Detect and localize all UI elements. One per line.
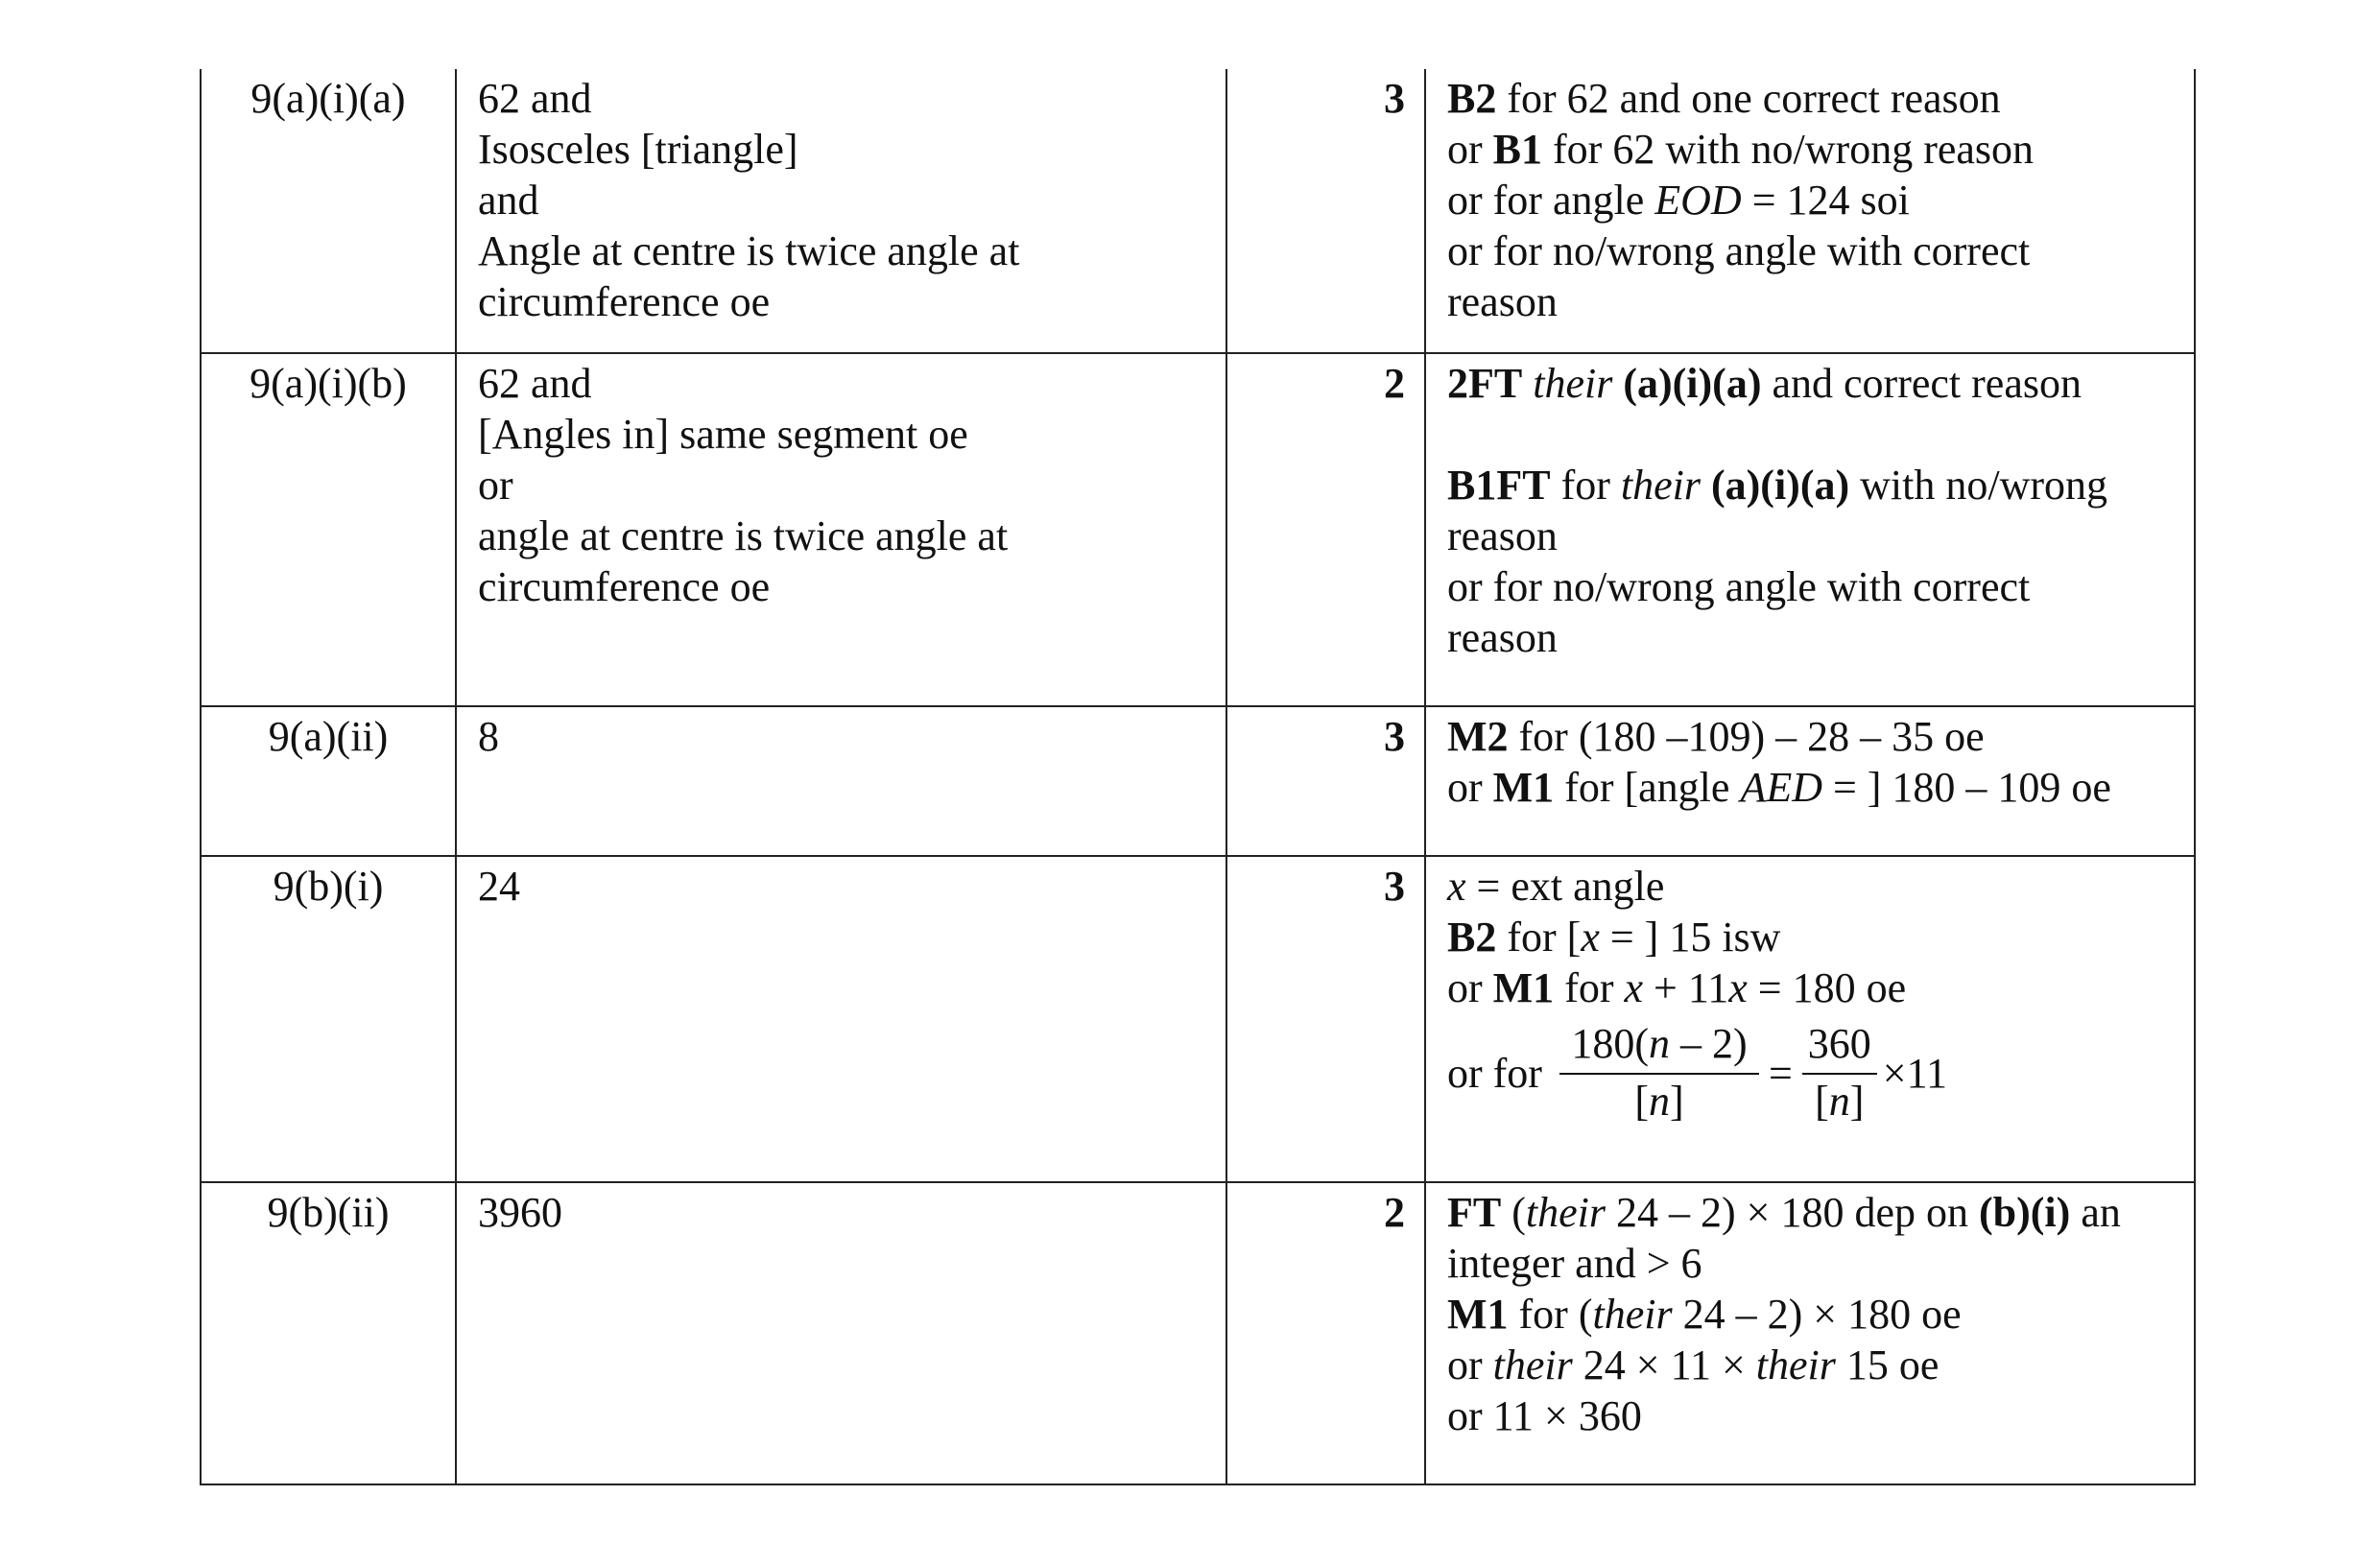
fraction-equation: or for $\frac{180(n - 2)}{[n]}$ = $\frac{360}{[n]}$ ×11 (1447, 1020, 1947, 1125)
answer-line: circumference oe (478, 563, 771, 610)
guidance-line: B2 for 62 and one correct reason (1447, 75, 2001, 122)
guidance-cell (1425, 353, 2195, 706)
guidance-line: or M1 for x + 11x = 180 oe (1447, 964, 1907, 1011)
guidance-line: or M1 for [angle AED = ] 180 – 109 oe (1447, 764, 2111, 811)
guidance-line: B2 for [x = ] 15 isw (1447, 914, 1781, 961)
question-number: 9(a)(i)(a) (201, 69, 456, 353)
answer-line: 62 and (478, 360, 592, 407)
guidance-line: x = ext angle (1447, 863, 1665, 910)
guidance-cell (1425, 856, 2195, 1182)
guidance-line: M2 for (180 –109) – 28 – 35 oe (1447, 713, 1985, 760)
answer-cell (456, 353, 1226, 706)
guidance-line: reason (1447, 278, 1558, 325)
answer-cell (456, 706, 1226, 856)
guidance-line: 2FT their (a)(i)(a) and correct reason (1447, 360, 2082, 407)
question-number: 9(a)(i)(b) (201, 353, 456, 706)
answer-cell (456, 1182, 1226, 1484)
guidance-line: M1 for (their 24 – 2) × 180 oe (1447, 1291, 1962, 1338)
answer-cell (456, 69, 1226, 353)
answer-line: [Angles in] same segment oe (478, 411, 968, 458)
marks-cell: 3 (1226, 856, 1425, 1182)
table-row (201, 69, 2195, 353)
marks-cell: 2 (1226, 1182, 1425, 1484)
table-row (201, 856, 2195, 1182)
answer-line: or (478, 462, 513, 509)
guidance-line: or B1 for 62 with no/wrong reason (1447, 126, 2035, 173)
fraction: $\frac{180(n - 2)}{[n]}$ (1559, 1021, 1759, 1125)
guidance-cell (1425, 69, 2195, 353)
guidance-line: integer and > 6 (1447, 1240, 1702, 1287)
guidance-line: reason (1447, 614, 1558, 661)
guidance-cell (1425, 1182, 2195, 1484)
guidance-line: or for no/wrong angle with correct (1447, 563, 2031, 610)
answer-line: 62 and (478, 75, 592, 122)
guidance-line: reason (1447, 512, 1558, 559)
guidance-line: B1FT for their (a)(i)(a) with no/wrong (1447, 462, 2108, 509)
question-number: 9(a)(ii) (201, 706, 456, 856)
fraction: $\frac{360}{[n]}$ (1802, 1021, 1877, 1125)
marks-cell: 3 (1226, 69, 1425, 353)
spacer (1447, 409, 2175, 460)
mark-scheme-table (200, 69, 2196, 1485)
marks-cell: 2 (1226, 353, 1425, 706)
answer-line: circumference oe (478, 278, 771, 325)
question-number: 9(b)(i) (201, 856, 456, 1182)
guidance-line: FT (their 24 – 2) × 180 dep on (b)(i) an (1447, 1189, 2121, 1236)
answer-line: Isosceles [triangle] (478, 126, 798, 173)
table-row (201, 706, 2195, 856)
question-number: 9(b)(ii) (201, 1182, 456, 1484)
table-row (201, 1182, 2195, 1484)
guidance-line: or for no/wrong angle with correct (1447, 227, 2031, 274)
answer-line: 3960 (478, 1189, 562, 1236)
answer-line: angle at centre is twice angle at (478, 512, 1009, 559)
answer-line: 8 (478, 713, 499, 760)
guidance-line: or 11 × 360 (1447, 1392, 1642, 1439)
marks-cell: 3 (1226, 706, 1425, 856)
answer-line: Angle at centre is twice angle at (478, 227, 1020, 274)
answer-line: and (478, 177, 539, 224)
guidance-line: or for angle EOD = 124 soi (1447, 177, 1910, 224)
answer-line: 24 (478, 863, 520, 910)
guidance-line: or their 24 × 11 × their 15 oe (1447, 1341, 1940, 1389)
answer-cell (456, 856, 1226, 1182)
guidance-cell (1425, 706, 2195, 856)
table-row (201, 353, 2195, 706)
